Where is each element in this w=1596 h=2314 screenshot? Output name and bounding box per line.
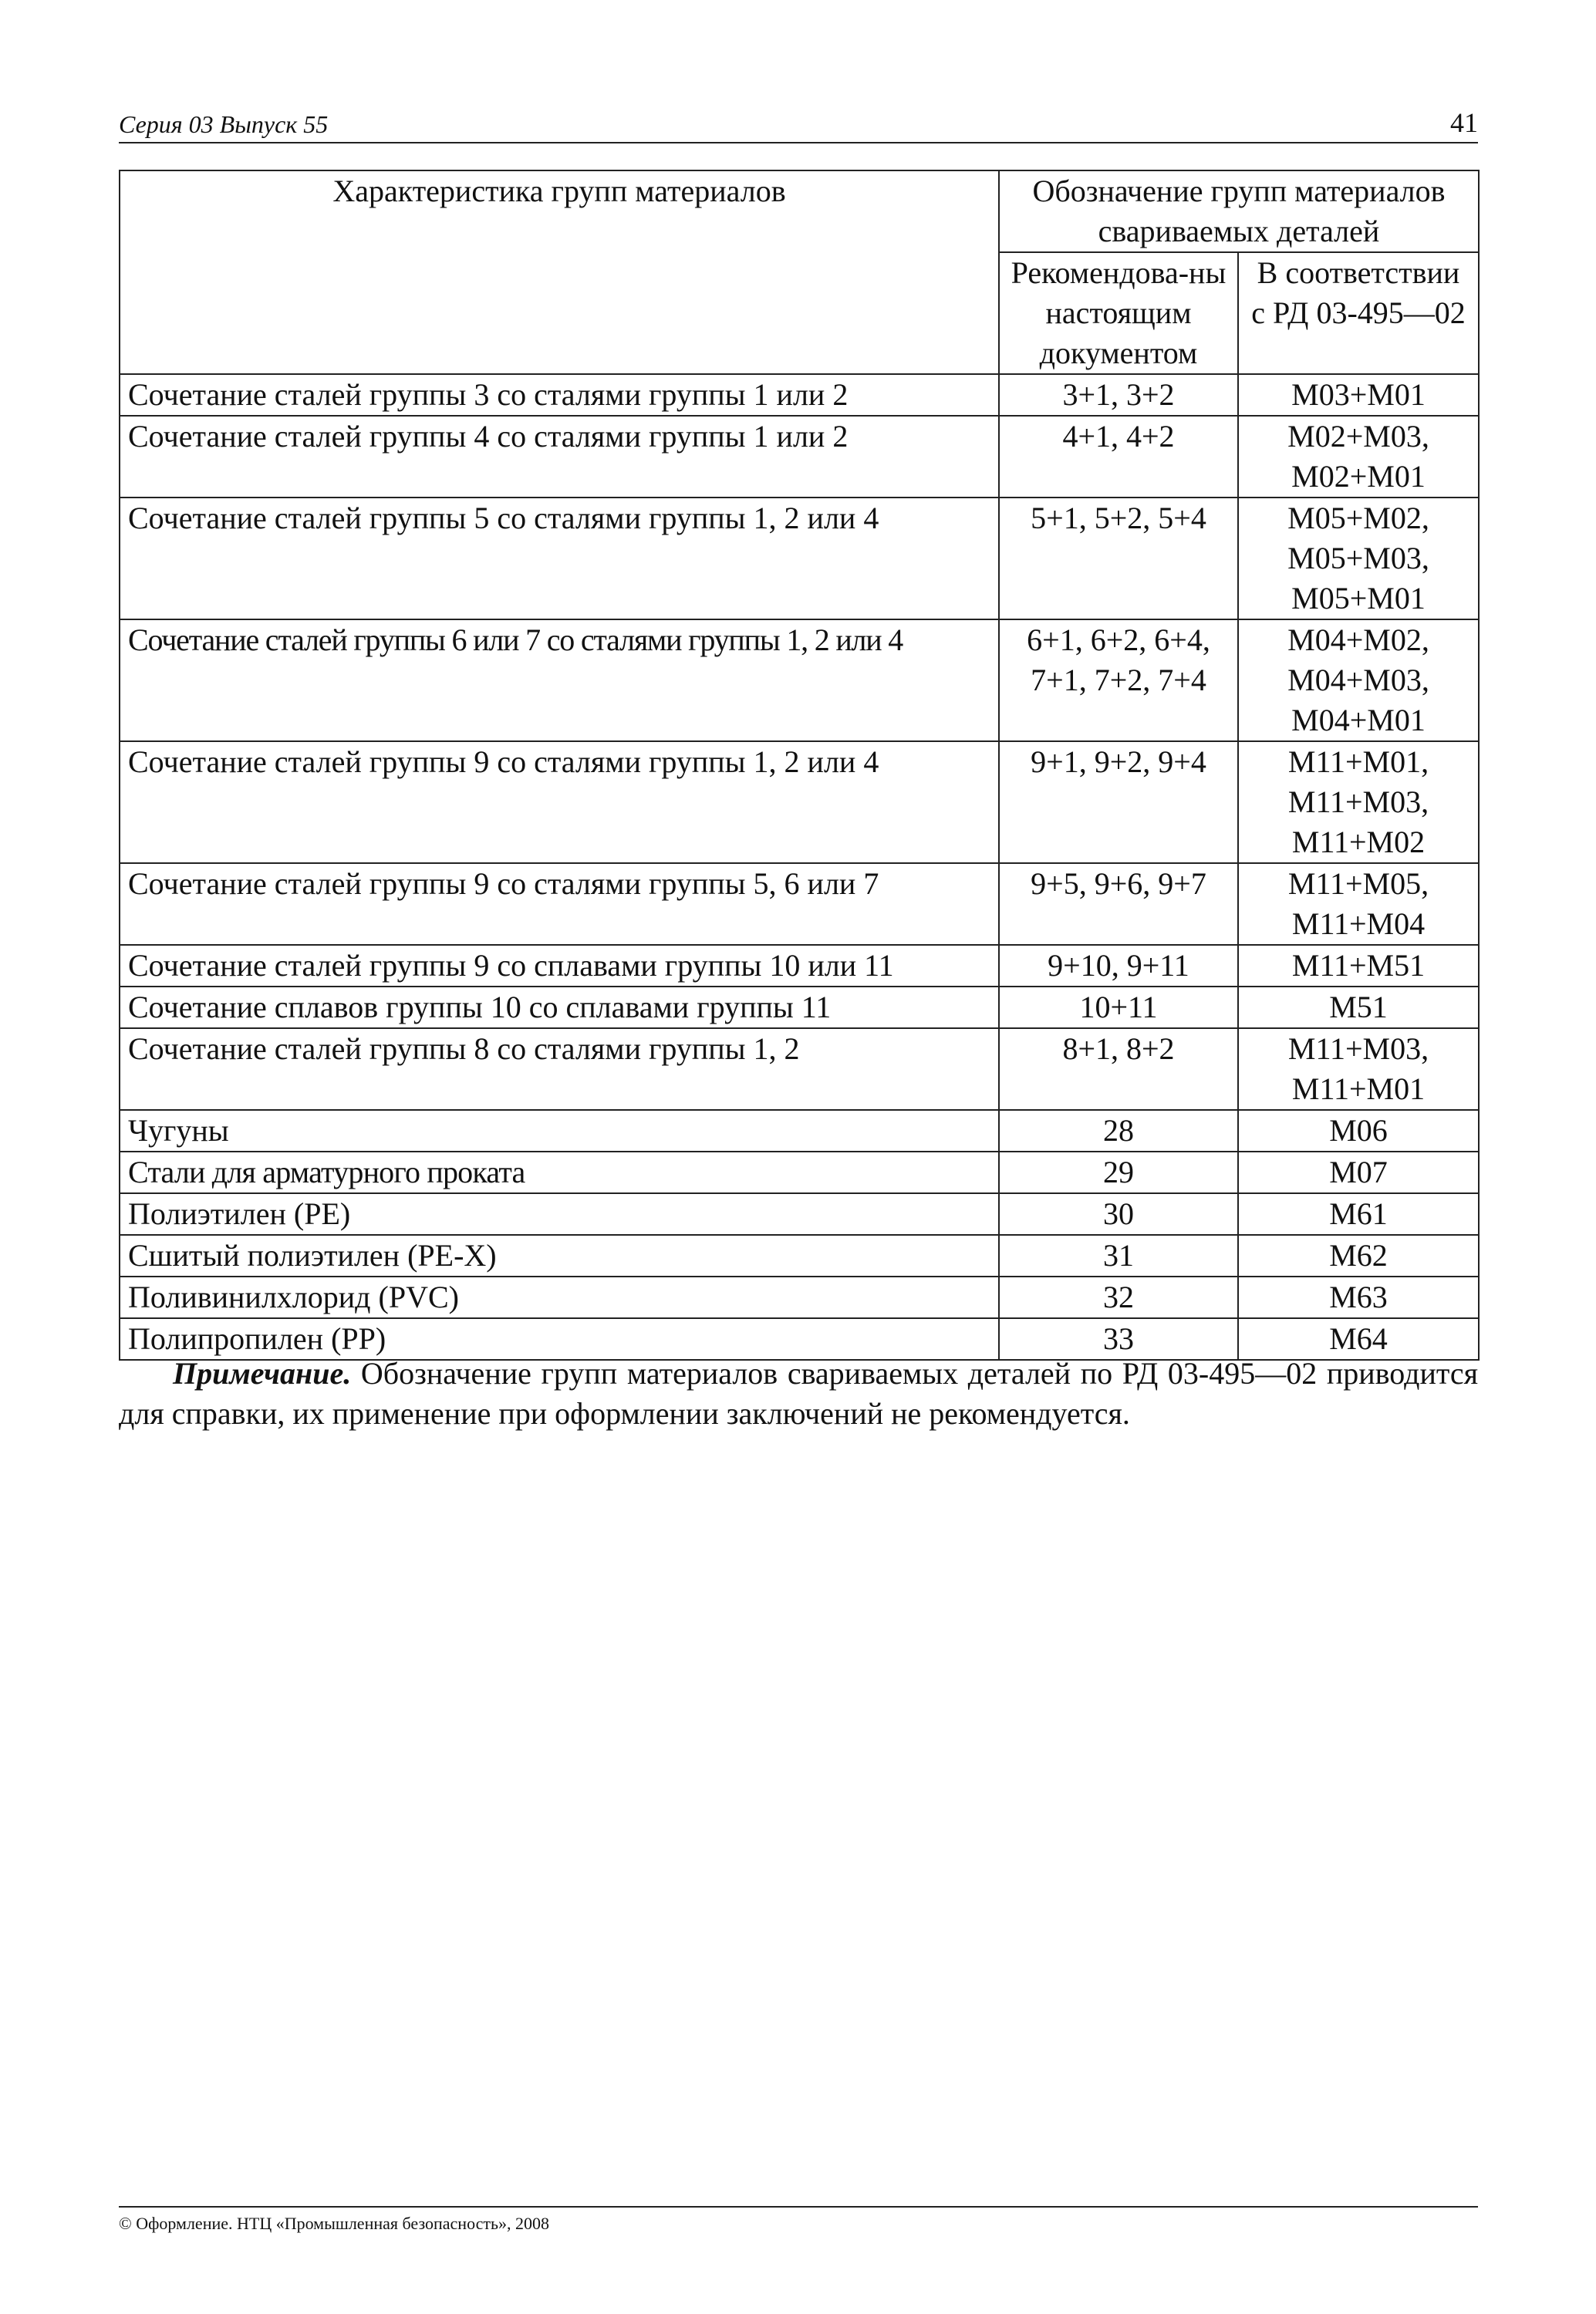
cell-rd: M64 bbox=[1238, 1318, 1479, 1360]
cell-rd: M61 bbox=[1238, 1193, 1479, 1235]
cell-rd: M06 bbox=[1238, 1110, 1479, 1152]
column-header-rd: В соответствии с РД 03-495—02 bbox=[1238, 252, 1479, 374]
table-row bbox=[120, 498, 1479, 619]
column-header-designation: Обозначение групп материалов свариваемых деталей bbox=[999, 170, 1479, 252]
cell-characteristic: Сочетание сталей группы 3 со сталями группы 1 или 2 bbox=[120, 374, 999, 416]
cell-characteristic: Сочетание сталей группы 6 или 7 со сталями группы 1, 2 или 4 bbox=[120, 619, 999, 741]
table-row bbox=[120, 1110, 1479, 1152]
cell-recommended: 5+1, 5+2, 5+4 bbox=[999, 498, 1238, 619]
cell-recommended: 10+11 bbox=[999, 987, 1238, 1028]
table-row bbox=[120, 374, 1479, 416]
column-header-characteristic: Характеристика групп материалов bbox=[120, 170, 999, 374]
cell-characteristic: Полипропилен (PP) bbox=[120, 1318, 999, 1360]
cell-rd: M11+M01, M11+M03, M11+M02 bbox=[1238, 741, 1479, 863]
cell-recommended: 9+1, 9+2, 9+4 bbox=[999, 741, 1238, 863]
page-header bbox=[119, 108, 1478, 143]
cell-recommended: 32 bbox=[999, 1277, 1238, 1318]
cell-rd: M11+M05, M11+M04 bbox=[1238, 863, 1479, 945]
cell-rd: M03+M01 bbox=[1238, 374, 1479, 416]
cell-recommended: 8+1, 8+2 bbox=[999, 1028, 1238, 1110]
table-row bbox=[120, 1152, 1479, 1193]
cell-rd: M63 bbox=[1238, 1277, 1479, 1318]
note-paragraph bbox=[119, 1354, 1478, 1434]
table-row bbox=[120, 741, 1479, 863]
page-footer bbox=[119, 2206, 1478, 2234]
cell-recommended: 6+1, 6+2, 6+4, 7+1, 7+2, 7+4 bbox=[999, 619, 1238, 741]
table-row bbox=[120, 945, 1479, 987]
table-row bbox=[120, 987, 1479, 1028]
cell-rd: M51 bbox=[1238, 987, 1479, 1028]
table-row bbox=[120, 1193, 1479, 1235]
copyright-text: © Оформление. НТЦ «Промышленная безопасность», 2008 bbox=[119, 2214, 550, 2233]
cell-characteristic: Сочетание сталей группы 9 со сплавами группы 10 или 11 bbox=[120, 945, 999, 987]
cell-recommended: 3+1, 3+2 bbox=[999, 374, 1238, 416]
cell-recommended: 30 bbox=[999, 1193, 1238, 1235]
note-label: Примечание. bbox=[173, 1356, 352, 1391]
materials-table bbox=[119, 170, 1480, 1361]
cell-rd: M05+M02, M05+M03, M05+M01 bbox=[1238, 498, 1479, 619]
cell-recommended: 28 bbox=[999, 1110, 1238, 1152]
cell-characteristic: Поливинилхлорид (PVC) bbox=[120, 1277, 999, 1318]
table-row bbox=[120, 863, 1479, 945]
cell-rd: M04+M02, M04+M03, M04+M01 bbox=[1238, 619, 1479, 741]
cell-rd: M07 bbox=[1238, 1152, 1479, 1193]
cell-characteristic: Стали для арматурного проката bbox=[120, 1152, 999, 1193]
cell-recommended: 33 bbox=[999, 1318, 1238, 1360]
cell-characteristic: Сочетание сталей группы 9 со сталями группы 1, 2 или 4 bbox=[120, 741, 999, 863]
table-body bbox=[120, 374, 1479, 1360]
table-row bbox=[120, 1028, 1479, 1110]
cell-characteristic: Сочетание сплавов группы 10 со сплавами группы 11 bbox=[120, 987, 999, 1028]
column-header-recommended: Рекомендова-ны настоящим документом bbox=[999, 252, 1238, 374]
cell-recommended: 31 bbox=[999, 1235, 1238, 1277]
table-row bbox=[120, 619, 1479, 741]
page-number: 41 bbox=[1450, 107, 1478, 138]
cell-rd: M11+M51 bbox=[1238, 945, 1479, 987]
cell-recommended: 4+1, 4+2 bbox=[999, 416, 1238, 498]
cell-recommended: 9+10, 9+11 bbox=[999, 945, 1238, 987]
cell-rd: M62 bbox=[1238, 1235, 1479, 1277]
cell-characteristic: Сочетание сталей группы 5 со сталями группы 1, 2 или 4 bbox=[120, 498, 999, 619]
cell-characteristic: Чугуны bbox=[120, 1110, 999, 1152]
cell-characteristic: Сочетание сталей группы 4 со сталями группы 1 или 2 bbox=[120, 416, 999, 498]
cell-characteristic: Сшитый полиэтилен (PE-X) bbox=[120, 1235, 999, 1277]
note-text: Обозначение групп материалов свариваемых деталей по РД 03-495—02 приводится для справки, их применение при оформлении заключений не рекомендуется. bbox=[119, 1356, 1479, 1431]
cell-rd: M11+M03, M11+M01 bbox=[1238, 1028, 1479, 1110]
cell-characteristic: Полиэтилен (PE) bbox=[120, 1193, 999, 1235]
table-header-row bbox=[120, 170, 1479, 252]
cell-recommended: 29 bbox=[999, 1152, 1238, 1193]
table-row bbox=[120, 1277, 1479, 1318]
cell-rd: M02+M03, M02+M01 bbox=[1238, 416, 1479, 498]
cell-recommended: 9+5, 9+6, 9+7 bbox=[999, 863, 1238, 945]
table-row bbox=[120, 1235, 1479, 1277]
series-label: Серия 03 Выпуск 55 bbox=[119, 110, 329, 138]
cell-characteristic: Сочетание сталей группы 8 со сталями группы 1, 2 bbox=[120, 1028, 999, 1110]
cell-characteristic: Сочетание сталей группы 9 со сталями группы 5, 6 или 7 bbox=[120, 863, 999, 945]
table-row bbox=[120, 416, 1479, 498]
